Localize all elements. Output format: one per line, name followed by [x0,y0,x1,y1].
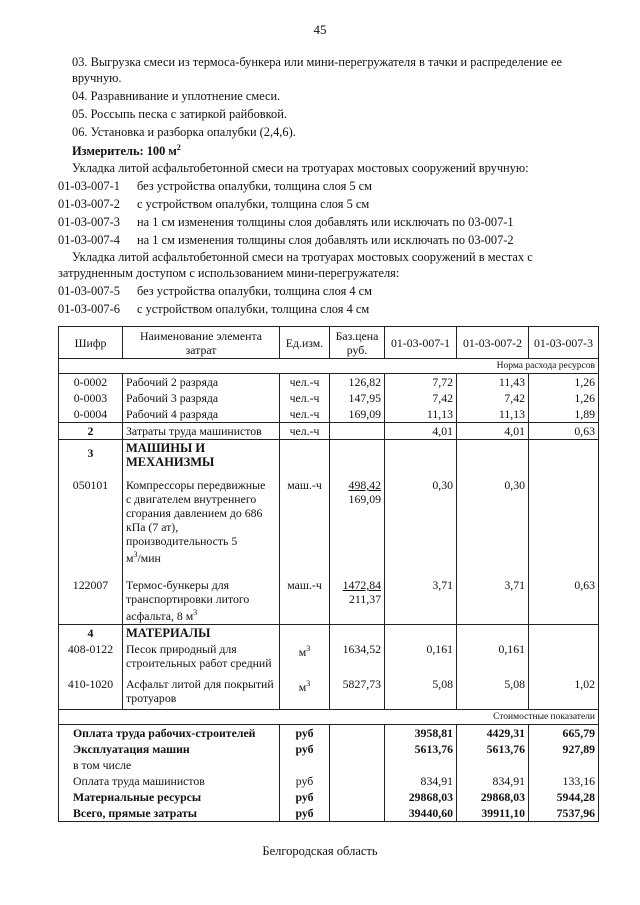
total-row [59,724,599,741]
row-val2: 11,43 [457,374,529,391]
total-val2: 5613,76 [457,741,529,757]
header-col1: 01-03-007-1 [385,327,457,359]
code-label: 01-03-007-3 [58,215,120,229]
cost-caption: Стоимостные показатели [59,709,599,724]
section-row [59,440,599,471]
norm-caption: Норма расхода ресурсов [59,359,599,374]
row-val1: 3,71 [385,566,457,624]
row-unit: $м^3$ [280,641,330,671]
header-price: Баз.цена руб. [330,327,385,359]
code-description: на 1 см изменения толщины слоя добавлять или исключать по 03-007-1 [137,215,514,229]
page-number: 45 [313,22,327,37]
total-val3: 7537,96 [529,805,599,822]
footer-region: Белгородская область [262,844,378,858]
total-label: Материальные ресурсы [59,789,280,805]
total-val1: 834,91 [385,773,457,789]
total-unit: руб [280,773,330,789]
row-val3: 1,26 [529,374,599,391]
header-name: Наименование элемента затрат [123,327,280,359]
operation-line: 03. Выгрузка смеси из термоса-бункера или мини-перегружателя в тачки и распределение ее [72,55,562,69]
row-val2: 0,30 [457,470,529,566]
row-val1: 7,42 [385,390,457,406]
intro-text: Укладка литой асфальтобетонной смеси на тротуарах мостовых сооружений вручную: [72,161,529,175]
row-val2: 4,01 [457,423,529,440]
code-description: без устройства опалубки, толщина слоя 5 см [137,179,373,193]
total-row [59,773,599,789]
meter-sup: 2 [176,143,181,152]
row-unit: маш.-ч [280,470,330,566]
row-price: 126,82 [330,374,385,391]
section-title: МАШИНЫ И МЕХАНИЗМЫ [123,440,280,471]
total-label: Всего, прямые затраты [59,805,280,822]
section-code: 3 [59,440,123,471]
row-val3: 1,02 [529,671,599,710]
row-unit: чел.-ч [280,390,330,406]
code-description: с устройством опалубки, толщина слоя 4 см [137,302,370,316]
row-val1: 0,161 [385,641,457,671]
total-val2: 39911,10 [457,805,529,822]
row-code: 410-1020 [59,671,123,710]
row-val3 [529,470,599,566]
row-val2: 7,42 [457,390,529,406]
total-unit: руб [280,805,330,822]
row-price: 169,09 [330,406,385,423]
total-label: Оплата труда машинистов [59,773,280,789]
total-val3: 927,89 [529,741,599,757]
row-code: 0-0002 [59,374,123,391]
row-code: 050101 [59,470,123,566]
row-code: 408-0122 [59,641,123,671]
section-code: 4 [59,624,123,641]
row-name: Рабочий 3 разряда [123,390,280,406]
section-row [59,624,599,641]
code-label: 01-03-007-2 [58,197,120,211]
meter-label: Измеритель: 100 м [72,144,177,159]
row-price: 498,42 169,09 [330,470,385,566]
operation-line: 05. Россыпь песка с затиркой райбовкой. [72,107,287,121]
total-label: в том числе [59,757,280,773]
total-val1: 3958,81 [385,724,457,741]
row-code: 0-0004 [59,406,123,423]
total-unit: руб [280,724,330,741]
row-val2: 0,161 [457,641,529,671]
total-row [59,805,599,822]
row-unit: чел.-ч [280,406,330,423]
row-name: Затраты труда машинистов [123,423,280,440]
code-label: 01-03-007-6 [58,302,120,316]
row-name: Песок природный для строительных работ средний [123,641,280,671]
total-val3: 133,16 [529,773,599,789]
row-val1: 5,08 [385,671,457,710]
table-row [59,671,599,710]
row-val2: 3,71 [457,566,529,624]
header-code: Шифр [59,327,123,359]
row-name: Асфальт литой для покрытий тротуаров [123,671,280,710]
total-row [59,741,599,757]
row-price: 1634,52 [330,641,385,671]
table-row [59,470,599,566]
code-label: 01-03-007-5 [58,284,120,298]
total-val3: 665,79 [529,724,599,741]
row-val3 [529,641,599,671]
table-row [59,374,599,391]
intro-text: Укладка литой асфальтобетонной смеси на тротуарах мостовых сооружений в местах с [72,250,533,264]
row-val3: 1,26 [529,390,599,406]
row-unit: маш.-ч [280,566,330,624]
total-unit: руб [280,741,330,757]
total-val1: 39440,60 [385,805,457,822]
code-label: 01-03-007-4 [58,233,120,247]
table-row [59,423,599,440]
total-val1: 29868,03 [385,789,457,805]
row-code: 0-0003 [59,390,123,406]
table-row [59,566,599,624]
row-code: 2 [59,423,123,440]
operation-line: 04. Разравнивание и уплотнение смеси. [72,89,281,103]
table-row [59,390,599,406]
row-price: 147,95 [330,390,385,406]
row-val1: 4,01 [385,423,457,440]
code-description: с устройством опалубки, толщина слоя 5 см [137,197,370,211]
row-val2: 5,08 [457,671,529,710]
code-label: 01-03-007-1 [58,179,120,193]
total-label: Оплата труда рабочих-строителей [59,724,280,741]
row-val1: 0,30 [385,470,457,566]
meter-heading [72,143,181,159]
total-val1: 5613,76 [385,741,457,757]
row-unit: чел.-ч [280,374,330,391]
row-val3: 0,63 [529,566,599,624]
total-label: Эксплуатация машин [59,741,280,757]
header-col2: 01-03-007-2 [457,327,529,359]
intro-text: затрудненным доступом с использованием мини-перегружателя: [58,266,400,280]
total-unit: руб [280,789,330,805]
code-description: без устройства опалубки, толщина слоя 4 см [137,284,373,298]
row-val3: 0,63 [529,423,599,440]
total-row [59,757,599,773]
operation-line: 06. Установка и разборка опалубки (2,4,6). [72,125,296,139]
total-val2: 834,91 [457,773,529,789]
section-title: МАТЕРИАЛЫ [123,624,280,641]
row-name: Рабочий 4 разряда [123,406,280,423]
resource-table [58,326,599,822]
row-val1: 11,13 [385,406,457,423]
row-price: 5827,73 [330,671,385,710]
table-row [59,406,599,423]
total-val3: 5944,28 [529,789,599,805]
row-name: Рабочий 2 разряда [123,374,280,391]
row-name: Компрессоры передвижные с двигателем внутреннего сгорания давлением до 686 кПа (7 ат), производительность 5 $м^3$/мин [123,470,280,566]
operation-line: вручную. [72,71,122,85]
header-unit: Ед.изм. [280,327,330,359]
row-val1: 7,72 [385,374,457,391]
row-val3: 1,89 [529,406,599,423]
header-col3: 01-03-007-3 [529,327,599,359]
row-unit: $м^3$ [280,671,330,710]
total-val2: 4429,31 [457,724,529,741]
total-row [59,789,599,805]
row-code: 122007 [59,566,123,624]
row-price: 1472,84 211,37 [330,566,385,624]
total-val2: 29868,03 [457,789,529,805]
row-val2: 11,13 [457,406,529,423]
row-unit: чел.-ч [280,423,330,440]
code-description: на 1 см изменения толщины слоя добавлять или исключать по 03-007-2 [137,233,514,247]
row-name: Термос-бункеры для транспортировки литого асфальта, 8 $м^3$ [123,566,280,624]
table-row [59,641,599,671]
